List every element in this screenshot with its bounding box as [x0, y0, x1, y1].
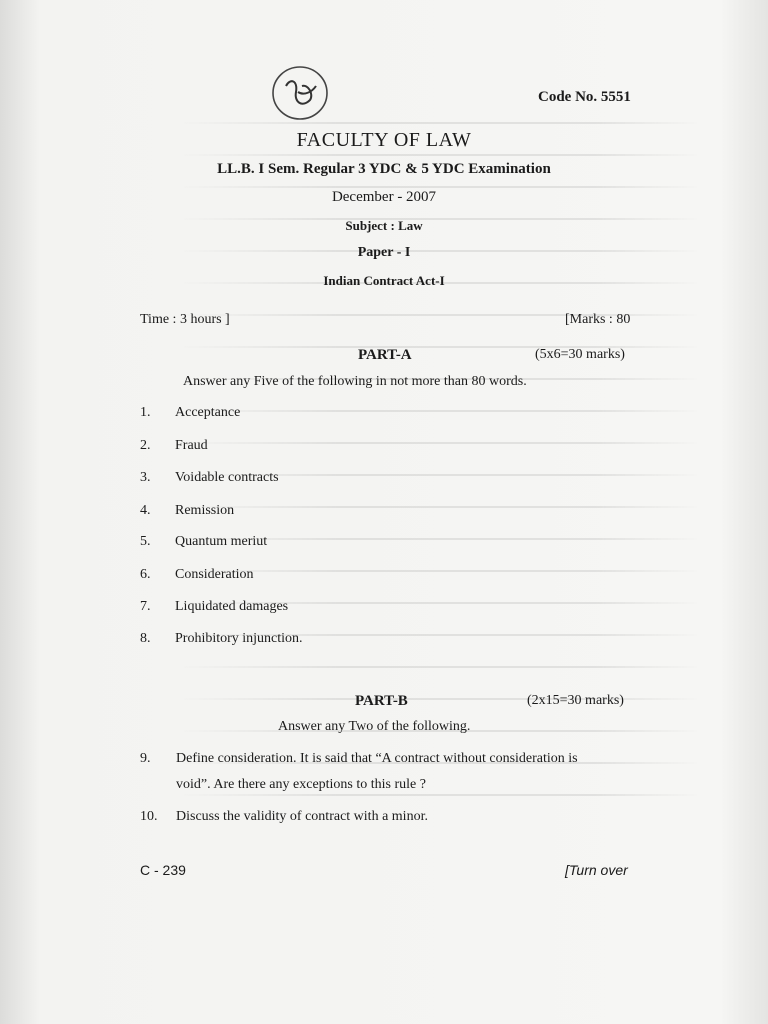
time-limit: Time : 3 hours ] — [140, 312, 230, 327]
turn-over: [Turn over — [565, 862, 628, 878]
list-item: 6. Consideration — [140, 567, 254, 582]
faculty-title: FACULTY OF LAW — [296, 129, 472, 151]
list-item: 8. Prohibitory injunction. — [140, 631, 303, 646]
list-item: 4. Remission — [140, 503, 235, 518]
question-10: 10. Discuss the validity of contract with a minor. — [140, 809, 428, 824]
code-number: Code No. 5551 — [538, 89, 631, 105]
part-a-title: PART-A — [358, 347, 412, 363]
part-a-instruction: Answer any Five of the following in not more than 80 words. — [183, 374, 527, 389]
part-b-marks: (2x15=30 marks) — [527, 693, 624, 708]
question-9: 9. Define consideration. It is said that “A contract without consideration is — [140, 751, 578, 766]
list-item: 3. Voidable contracts — [140, 470, 279, 485]
part-b-title: PART-B — [355, 693, 408, 709]
exam-title: LL.B. I Sem. Regular 3 YDC & 5 YDC Examination — [217, 161, 551, 177]
list-item: 2. Fraud — [140, 438, 208, 453]
list-item: 1. Acceptance — [140, 405, 241, 420]
exam-date: December - 2007 — [331, 189, 437, 205]
list-item: 5. Quantum meriut — [140, 534, 268, 549]
handwritten-mark — [268, 62, 332, 124]
paper-number: Paper - I — [357, 245, 411, 260]
footer-code: C - 239 — [140, 862, 186, 878]
subject: Subject : Law — [345, 218, 423, 233]
part-a-marks: (5x6=30 marks) — [535, 347, 625, 362]
question-9-continued: void”. Are there any exceptions to this rule ? — [176, 777, 426, 792]
part-b-instruction: Answer any Two of the following. — [278, 719, 471, 734]
total-marks: [Marks : 80 — [565, 312, 631, 327]
list-item: 7. Liquidated damages — [140, 599, 289, 614]
course-name: Indian Contract Act-I — [323, 273, 445, 288]
